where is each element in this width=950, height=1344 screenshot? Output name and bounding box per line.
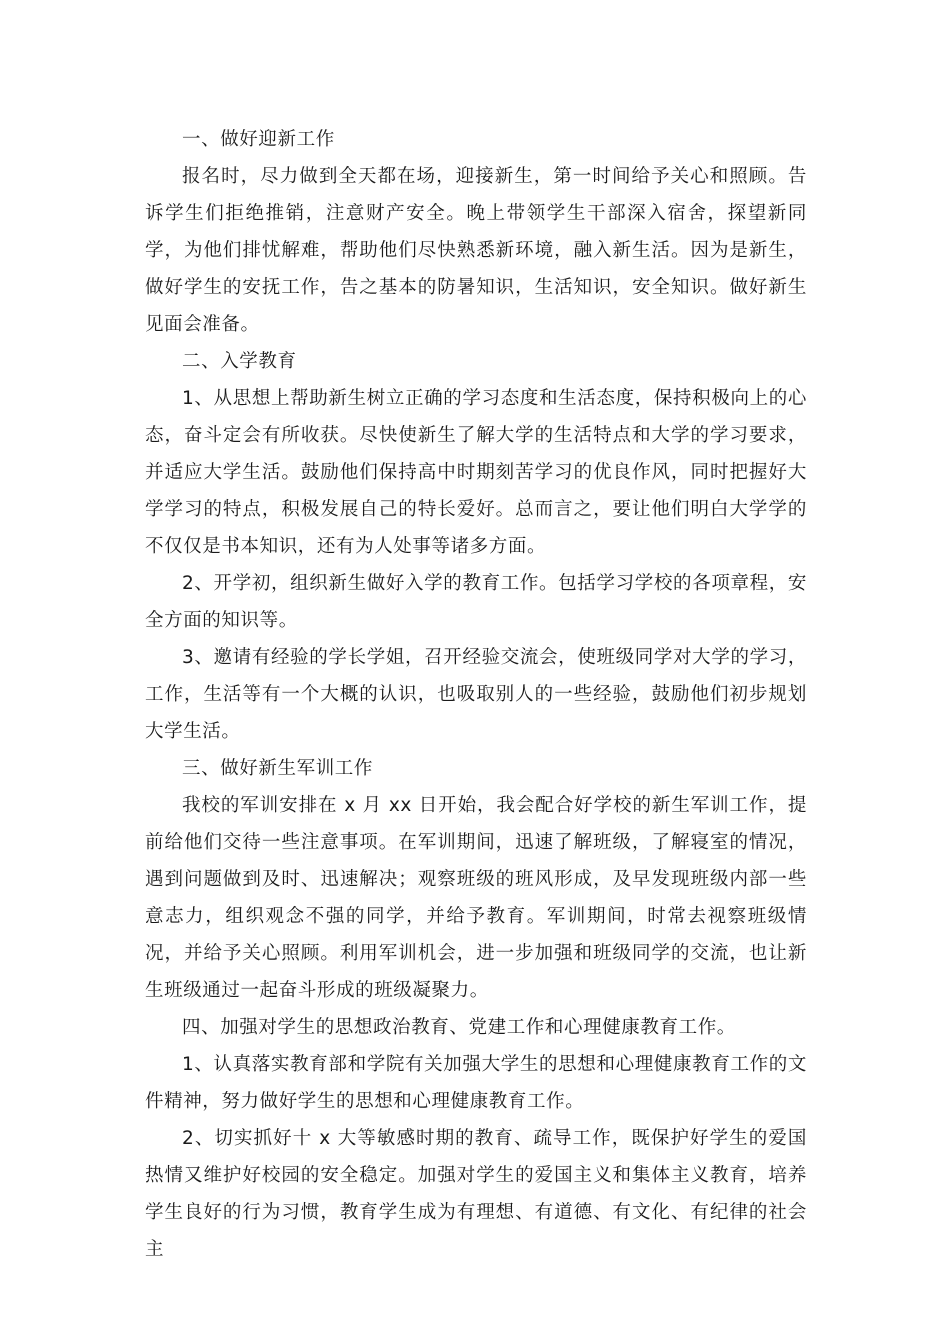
paragraph-enrollment-item-2: 2、开学初，组织新生做好入学的教育工作。包括学习学校的各项章程，安全方面的知识等。 [145, 573, 807, 631]
paragraph-registration: 报名时，尽力做到全天都在场，迎接新生，第一时间给予关心和照顾。告诉学生们拒绝推销，注意财产安全。晚上带领学生干部深入宿舍，探望新同学，为他们排忧解难，帮助他们尽快熟悉新环境，融入新生活。因为是新生，做好学生的安抚工作，告之基本的防暑知识，生活知识，安全知识。做好新生见面会准备。 [145, 166, 807, 335]
paragraph-enrollment-item-1: 1、从思想上帮助新生树立正确的学习态度和生活态度，保持积极向上的心态，奋斗定会有所收获。尽快使新生了解大学的生活特点和大学的学习要求，并适应大学生活。鼓励他们保持高中时期刻苦学习的优良作风，同时把握好大学学习的特点，积极发展自己的特长爱好。总而言之，要让他们明白大学学的不仅仅是书本知识，还有为人处事等诸多方面。 [145, 388, 807, 557]
paragraph-ideological-item-1: 1、认真落实教育部和学院有关加强大学生的思想和心理健康教育工作的文件精神，努力做好学生的思想和心理健康教育工作。 [145, 1054, 807, 1112]
paragraph-ideological-item-2: 2、切实抓好十 x 大等敏感时期的教育、疏导工作，既保护好学生的爱国热情又维护好校园的安全稳定。加强对学生的爱国主义和集体主义教育，培养学生良好的行为习惯，教育学生成为有理想、有道德、有文化、有纪律的社会主 [145, 1128, 807, 1260]
paragraph-military-training: 我校的军训安排在 x 月 xx 日开始，我会配合好学校的新生军训工作，提前给他们交待一些注意事项。在军训期间，迅速了解班级，了解寝室的情况，遇到问题做到及时、迅速解决；观察班级的班风形成，及早发现班级内部一些意志力，组织观念不强的同学，并给予教育。军训期间，时常去视察班级情况，并给予关心照顾。利用军训机会，进一步加强和班级同学的交流，也让新生班级通过一起奋斗形成的班级凝聚力。 [145, 795, 807, 1001]
paragraph-enrollment-item-3: 3、邀请有经验的学长学姐，召开经验交流会，使班级同学对大学的学习，工作，生活等有一个大概的认识，也吸取别人的一些经验，鼓励他们初步规划大学生活。 [145, 647, 807, 742]
document-body [145, 121, 807, 1268]
heading-welcome-new-students: 一、做好迎新工作 [182, 129, 335, 150]
heading-enrollment-education: 二、入学教育 [182, 351, 297, 372]
heading-military-training: 三、做好新生军训工作 [182, 758, 374, 779]
heading-ideological-education: 四、加强对学生的思想政治教育、党建工作和心理健康教育工作。 [182, 1017, 736, 1038]
